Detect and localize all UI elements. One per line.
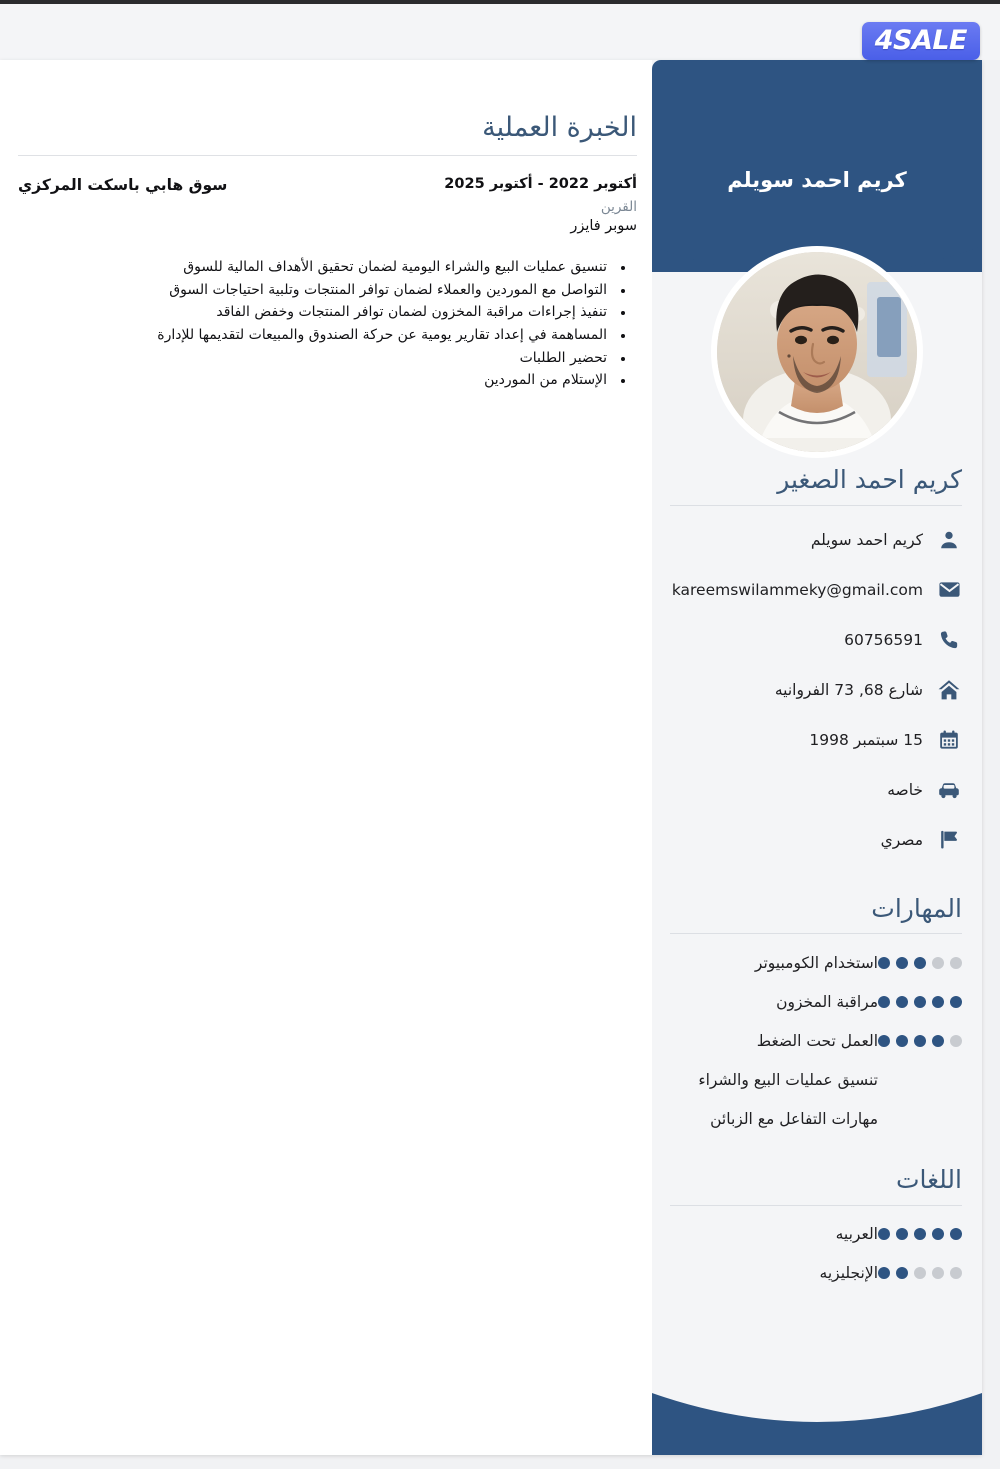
- contact-row: [670, 715, 962, 765]
- rating-dot-filled: [878, 1267, 890, 1279]
- rating-dot-filled: [950, 1228, 962, 1240]
- duty-item: • المساهمة في إعداد تقارير يومية عن حركة الصندوق والمبيعات لتقديمها للإدارة: [18, 324, 611, 347]
- languages-divider: [670, 1205, 962, 1206]
- contact-section-title: كريم احمد الصغير: [777, 465, 962, 494]
- skill-rating: [878, 996, 962, 1008]
- rating-dot-filled: [914, 957, 926, 969]
- language: [670, 1215, 962, 1254]
- rating-dot-filled: [914, 996, 926, 1008]
- contact-row: [670, 565, 962, 615]
- rating-dot-empty: [932, 1267, 944, 1279]
- language: [670, 1254, 962, 1293]
- rating-dot-filled: [932, 996, 944, 1008]
- experience-entry-header: [18, 176, 637, 194]
- contact-value: شارع 68, 73 الفروانيه: [774, 680, 923, 699]
- page-bottom-gutter: [0, 1455, 1000, 1469]
- experience-company: سوق هابي باسكت المركزي: [18, 176, 228, 195]
- rating-dot-empty: [914, 1267, 926, 1279]
- rating-dot-filled: [896, 957, 908, 969]
- contact-row: [670, 765, 962, 815]
- car-icon: [936, 777, 962, 803]
- skill: [670, 1099, 962, 1138]
- language-rating: [878, 1267, 962, 1279]
- home-icon: [936, 677, 962, 703]
- skill-label: تنسيق عمليات البيع والشراء: [698, 1070, 878, 1089]
- contact-value: 60756591: [844, 630, 923, 649]
- browser-toolbar-band: [0, 4, 1000, 60]
- sidebar: [652, 60, 982, 1455]
- contact-row: [670, 515, 962, 565]
- watermark-label: 4SALE: [874, 25, 967, 56]
- contact-value: كريم احمد سويلم: [810, 530, 923, 549]
- experience-section-title: الخبرة العملية: [482, 112, 637, 143]
- contact-value: 15 سبتمبر 1998: [809, 730, 923, 749]
- contact-value: خاصه: [887, 780, 923, 799]
- contact-row: [670, 815, 962, 865]
- skills-section-title: المهارات: [871, 893, 962, 923]
- rating-dot-filled: [914, 1228, 926, 1240]
- skill-rating: [878, 1035, 962, 1047]
- rating-dot-filled: [932, 1035, 944, 1047]
- skill: [670, 982, 962, 1021]
- experience-role: سوبر فايزر: [570, 218, 637, 235]
- calendar-icon: [936, 727, 962, 753]
- sidebar-body: [652, 466, 982, 1293]
- duty-item: • تنفيذ إجراءات مراقبة المخزون لضمان توافر المنتجات وخفض الفاقد: [18, 301, 611, 324]
- profile-photo-icon: [717, 252, 917, 452]
- contact-value: مصري: [880, 830, 923, 849]
- skills-list: [670, 943, 962, 1138]
- rating-dot-empty: [950, 1267, 962, 1279]
- main-column: [0, 60, 652, 1455]
- experience-divider: [18, 155, 637, 156]
- browser-chrome-strip: [0, 0, 1000, 4]
- skill-label: مراقبة المخزون: [776, 992, 878, 1011]
- rating-dot-empty: [950, 1035, 962, 1047]
- rating-dot-empty: [932, 957, 944, 969]
- skills-divider: [670, 933, 962, 934]
- rating-dot-filled: [896, 1267, 908, 1279]
- rating-dot-filled: [896, 1228, 908, 1240]
- duty-item: • تنسيق عمليات البيع والشراء اليومية لضمان تحقيق الأهداف المالية للسوق: [18, 256, 611, 279]
- watermark-badge: [862, 22, 980, 60]
- language-label: الإنجليزيه: [819, 1264, 878, 1282]
- contact-divider: [670, 505, 962, 506]
- sidebar-header-name: كريم احمد سويلم: [727, 168, 907, 192]
- skill: [670, 1021, 962, 1060]
- contact-row: [670, 665, 962, 715]
- rating-dot-filled: [896, 996, 908, 1008]
- skill: [670, 1060, 962, 1099]
- duty-item: • تحضير الطلبات: [18, 347, 611, 370]
- sidebar-footer-curve: [652, 1377, 982, 1455]
- experience-duties-list: [18, 256, 637, 392]
- page-right-gutter: [982, 60, 1000, 1469]
- language-label: العربيه: [835, 1225, 878, 1243]
- skill: [670, 943, 962, 982]
- rating-dot-filled: [950, 996, 962, 1008]
- rating-dot-filled: [914, 1035, 926, 1047]
- skill-rating: [878, 957, 962, 969]
- avatar: [711, 246, 923, 458]
- experience-entry: [18, 176, 637, 392]
- rating-dot-filled: [932, 1228, 944, 1240]
- contact-list: [670, 515, 962, 865]
- phone-icon: [936, 627, 962, 653]
- rating-dot-filled: [878, 1228, 890, 1240]
- flag-icon: [936, 827, 962, 853]
- languages-list: [670, 1215, 962, 1293]
- person-icon: [936, 527, 962, 553]
- skill-label: مهارات التفاعل مع الزبائن: [710, 1109, 878, 1128]
- skill-label: العمل تحت الضغط: [756, 1031, 878, 1050]
- contact-row: [670, 615, 962, 665]
- rating-dot-empty: [950, 957, 962, 969]
- duty-item: • الإستلام من الموردين: [18, 369, 611, 392]
- skill-label: استخدام الكومبيوتر: [754, 953, 878, 972]
- rating-dot-filled: [878, 957, 890, 969]
- resume-page: [0, 60, 982, 1455]
- experience-dates: أكتوبر 2022 - أكتوبر 2025: [444, 176, 637, 193]
- rating-dot-filled: [878, 996, 890, 1008]
- envelope-icon: [936, 577, 962, 603]
- languages-section-title: اللغات: [895, 1165, 962, 1194]
- rating-dot-filled: [896, 1035, 908, 1047]
- rating-dot-filled: [878, 1035, 890, 1047]
- duty-item: • التواصل مع الموردين والعملاء لضمان توافر المنتجات وتلبية احتياجات السوق: [18, 279, 611, 302]
- language-rating: [878, 1228, 962, 1240]
- contact-value: kareemswilammeky@gmail.com: [671, 580, 923, 599]
- experience-location: القرين: [600, 199, 637, 216]
